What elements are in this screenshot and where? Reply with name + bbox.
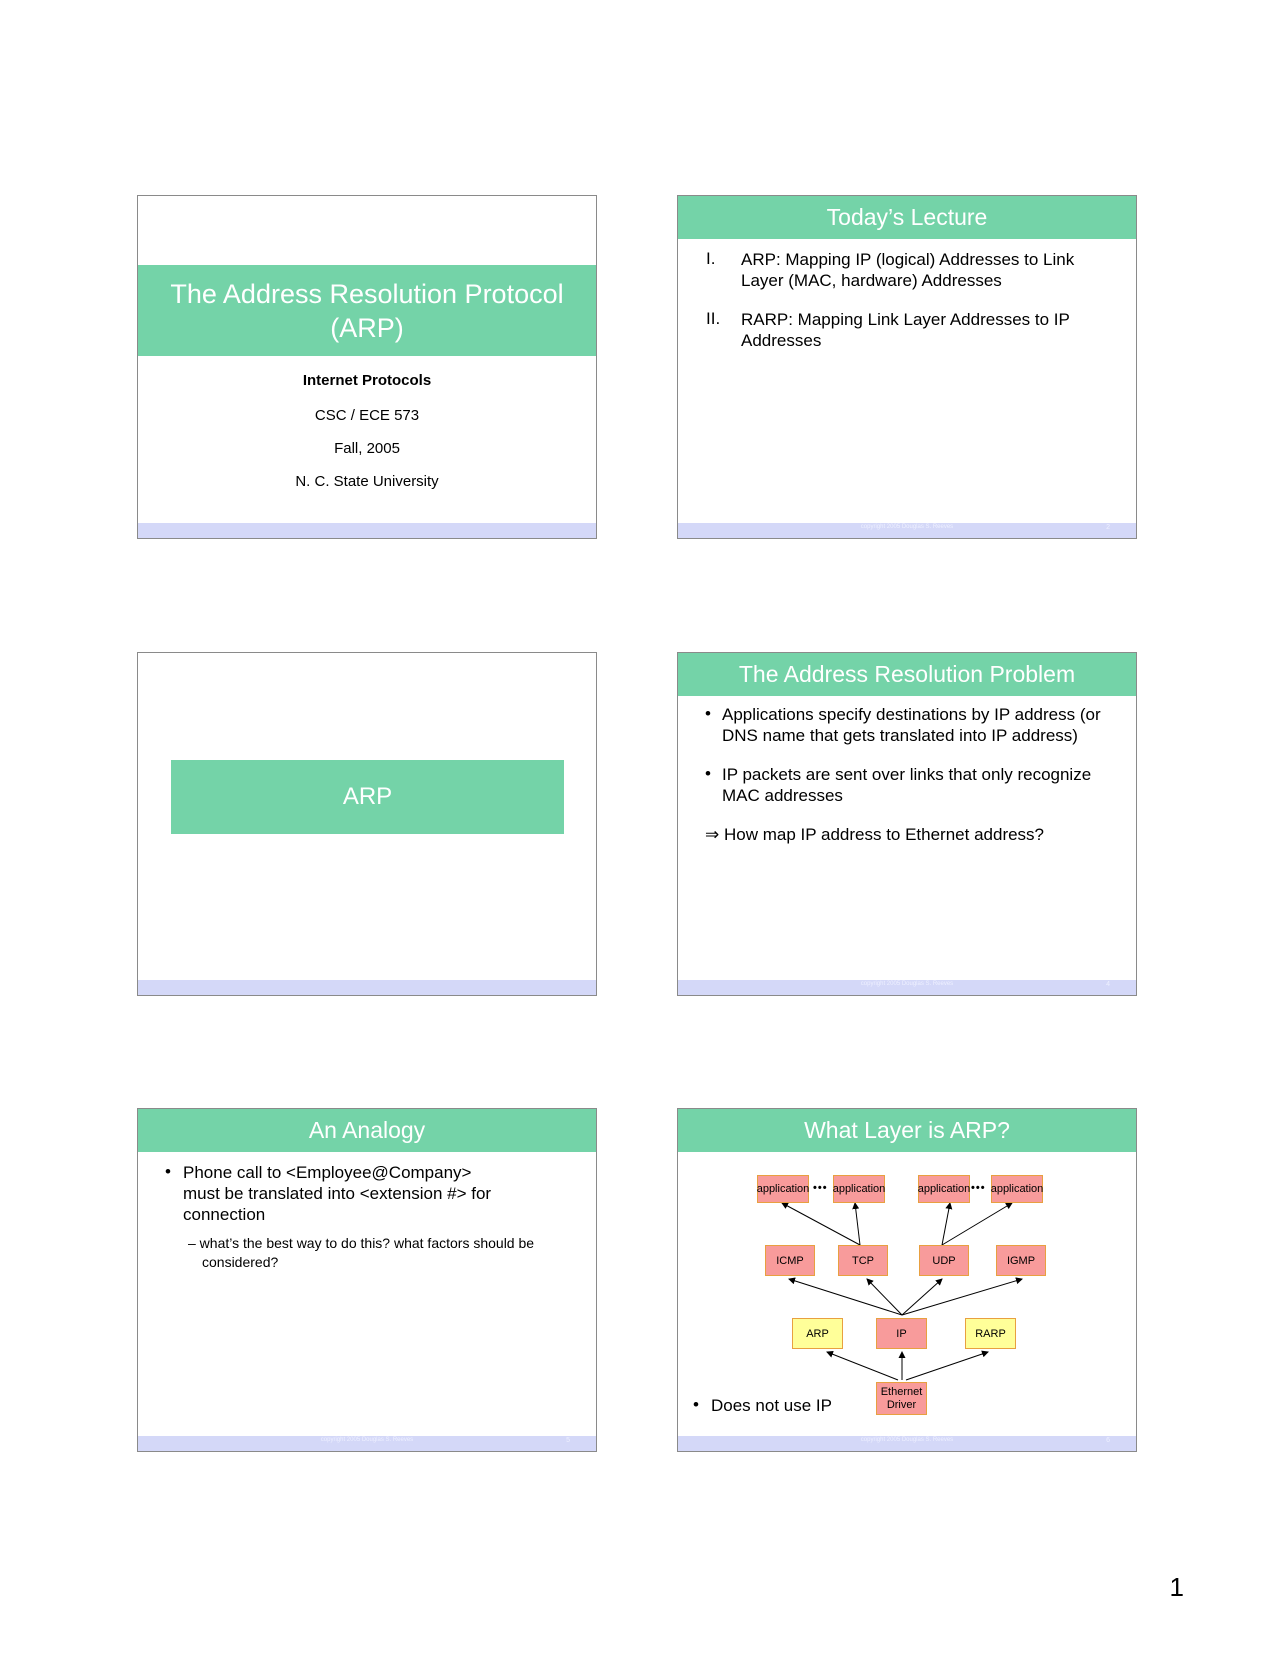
edge-udp-app4: [942, 1203, 1012, 1245]
list-item: [741, 249, 1074, 291]
bullet-icon: •: [165, 1162, 171, 1181]
slide-footer: [678, 980, 1136, 995]
school: N. C. State University: [295, 473, 439, 490]
slide-footer: [138, 523, 596, 538]
list-item: [741, 309, 1070, 351]
slide-footer: [138, 980, 596, 995]
bullet-line: Phone call to <Employee@Company>: [183, 1163, 472, 1182]
bullet-item: [183, 1162, 491, 1225]
footer-slide-number: 5: [566, 1437, 570, 1444]
bullet-line: IP packets are sent over links that only recognize: [722, 765, 1092, 784]
bullet-icon: •: [693, 1395, 699, 1414]
node-application: application: [991, 1175, 1043, 1203]
slide-what-layer: [677, 1108, 1137, 1452]
footer-slide-number: 4: [1106, 981, 1110, 988]
sub-bullet: [188, 1234, 534, 1272]
sub-bullet-line: – what’s the best way to do this? what factors should be: [188, 1235, 535, 1251]
list-marker: I.: [706, 249, 716, 268]
bullet-item: Does not use IP: [711, 1396, 832, 1415]
list-item-line: Layer (MAC, hardware) Addresses: [741, 271, 1002, 290]
bullet-line: MAC addresses: [722, 786, 843, 805]
node-application: application: [833, 1175, 885, 1203]
node-rarp: RARP: [965, 1318, 1016, 1349]
slide-footer: [138, 1436, 596, 1451]
footer-copyright: copyright 2005 Douglas S. Reeves: [860, 981, 954, 987]
footer-slide-number: 2: [1106, 524, 1110, 531]
node-ip: IP: [876, 1318, 927, 1349]
bullet-item: [722, 704, 1101, 746]
bullet-line: connection: [183, 1205, 266, 1224]
slide-title: [137, 195, 597, 539]
course-name: Internet Protocols: [302, 372, 432, 389]
node-label: Driver: [886, 1398, 917, 1411]
edge-tcp-app2: [855, 1203, 860, 1245]
node-igmp: IGMP: [996, 1245, 1046, 1276]
list-item-line: ARP: Mapping IP (logical) Addresses to Link: [741, 250, 1075, 269]
node-tcp: TCP: [838, 1245, 888, 1276]
bullet-line: Applications specify destinations by IP address (or: [722, 705, 1101, 724]
node-icmp: ICMP: [765, 1245, 815, 1276]
presentation-title: The Address Resolution Protocol (ARP): [170, 279, 564, 343]
slide-footer: [678, 523, 1136, 538]
node-ethernet-driver: [876, 1382, 927, 1415]
bullet-line: must be translated into <extension #> for: [183, 1184, 492, 1203]
slide-title-band: [138, 265, 596, 356]
slide-header: The Address Resolution Problem: [678, 653, 1136, 696]
edge-driver-rarp: [906, 1352, 988, 1380]
sub-bullet-line: considered?: [202, 1254, 279, 1270]
slide-resolution-problem: [677, 652, 1137, 996]
slide-header: An Analogy: [138, 1109, 596, 1152]
footer-copyright: copyright 2005 Douglas S. Reeves: [860, 524, 954, 530]
slide-header: What Layer is ARP?: [678, 1109, 1136, 1152]
node-arp: ARP: [792, 1318, 843, 1349]
slide-footer: [678, 1436, 1136, 1451]
edge-udp-app3: [942, 1203, 950, 1245]
bullet-line: DNS name that gets translated into IP address): [722, 726, 1078, 745]
course-code: CSC / ECE 573: [314, 407, 420, 424]
bullet-icon: •: [705, 704, 711, 723]
conclusion-text: How map IP address to Ethernet address?: [723, 825, 1045, 844]
footer-copyright: copyright 2005 Douglas S. Reeves: [860, 1437, 954, 1443]
node-label: Ethernet: [880, 1385, 923, 1398]
bullet-item: [722, 764, 1091, 806]
edge-driver-arp: [827, 1352, 898, 1380]
slide-header: Today’s Lecture: [678, 196, 1136, 239]
footer-slide-number: 6: [1106, 1437, 1110, 1444]
edge-tcp-app1: [782, 1203, 860, 1245]
list-marker: II.: [706, 309, 721, 328]
page-number: 1: [1169, 1572, 1184, 1602]
conclusion: [705, 824, 1044, 845]
implies-icon: ⇒: [705, 825, 720, 844]
node-application: application: [918, 1175, 970, 1203]
node-application: application: [757, 1175, 809, 1203]
term: Fall, 2005: [334, 440, 400, 457]
footer-copyright: copyright 2005 Douglas S. Reeves: [320, 1437, 414, 1443]
list-item-line: RARP: Mapping Link Layer Addresses to IP: [741, 310, 1070, 329]
node-udp: UDP: [919, 1245, 969, 1276]
ellipsis-icon: •••: [971, 1182, 986, 1194]
edge-ip-udp: [902, 1279, 942, 1315]
section-title: ARP: [171, 760, 564, 834]
list-item-line: Addresses: [741, 331, 822, 350]
edge-ip-igmp: [902, 1279, 1022, 1315]
ellipsis-icon: •••: [813, 1182, 828, 1194]
slide-analogy: [137, 1108, 597, 1452]
slide-arp-section: [137, 652, 597, 996]
bullet-icon: •: [705, 764, 711, 783]
slide-todays-lecture: [677, 195, 1137, 539]
